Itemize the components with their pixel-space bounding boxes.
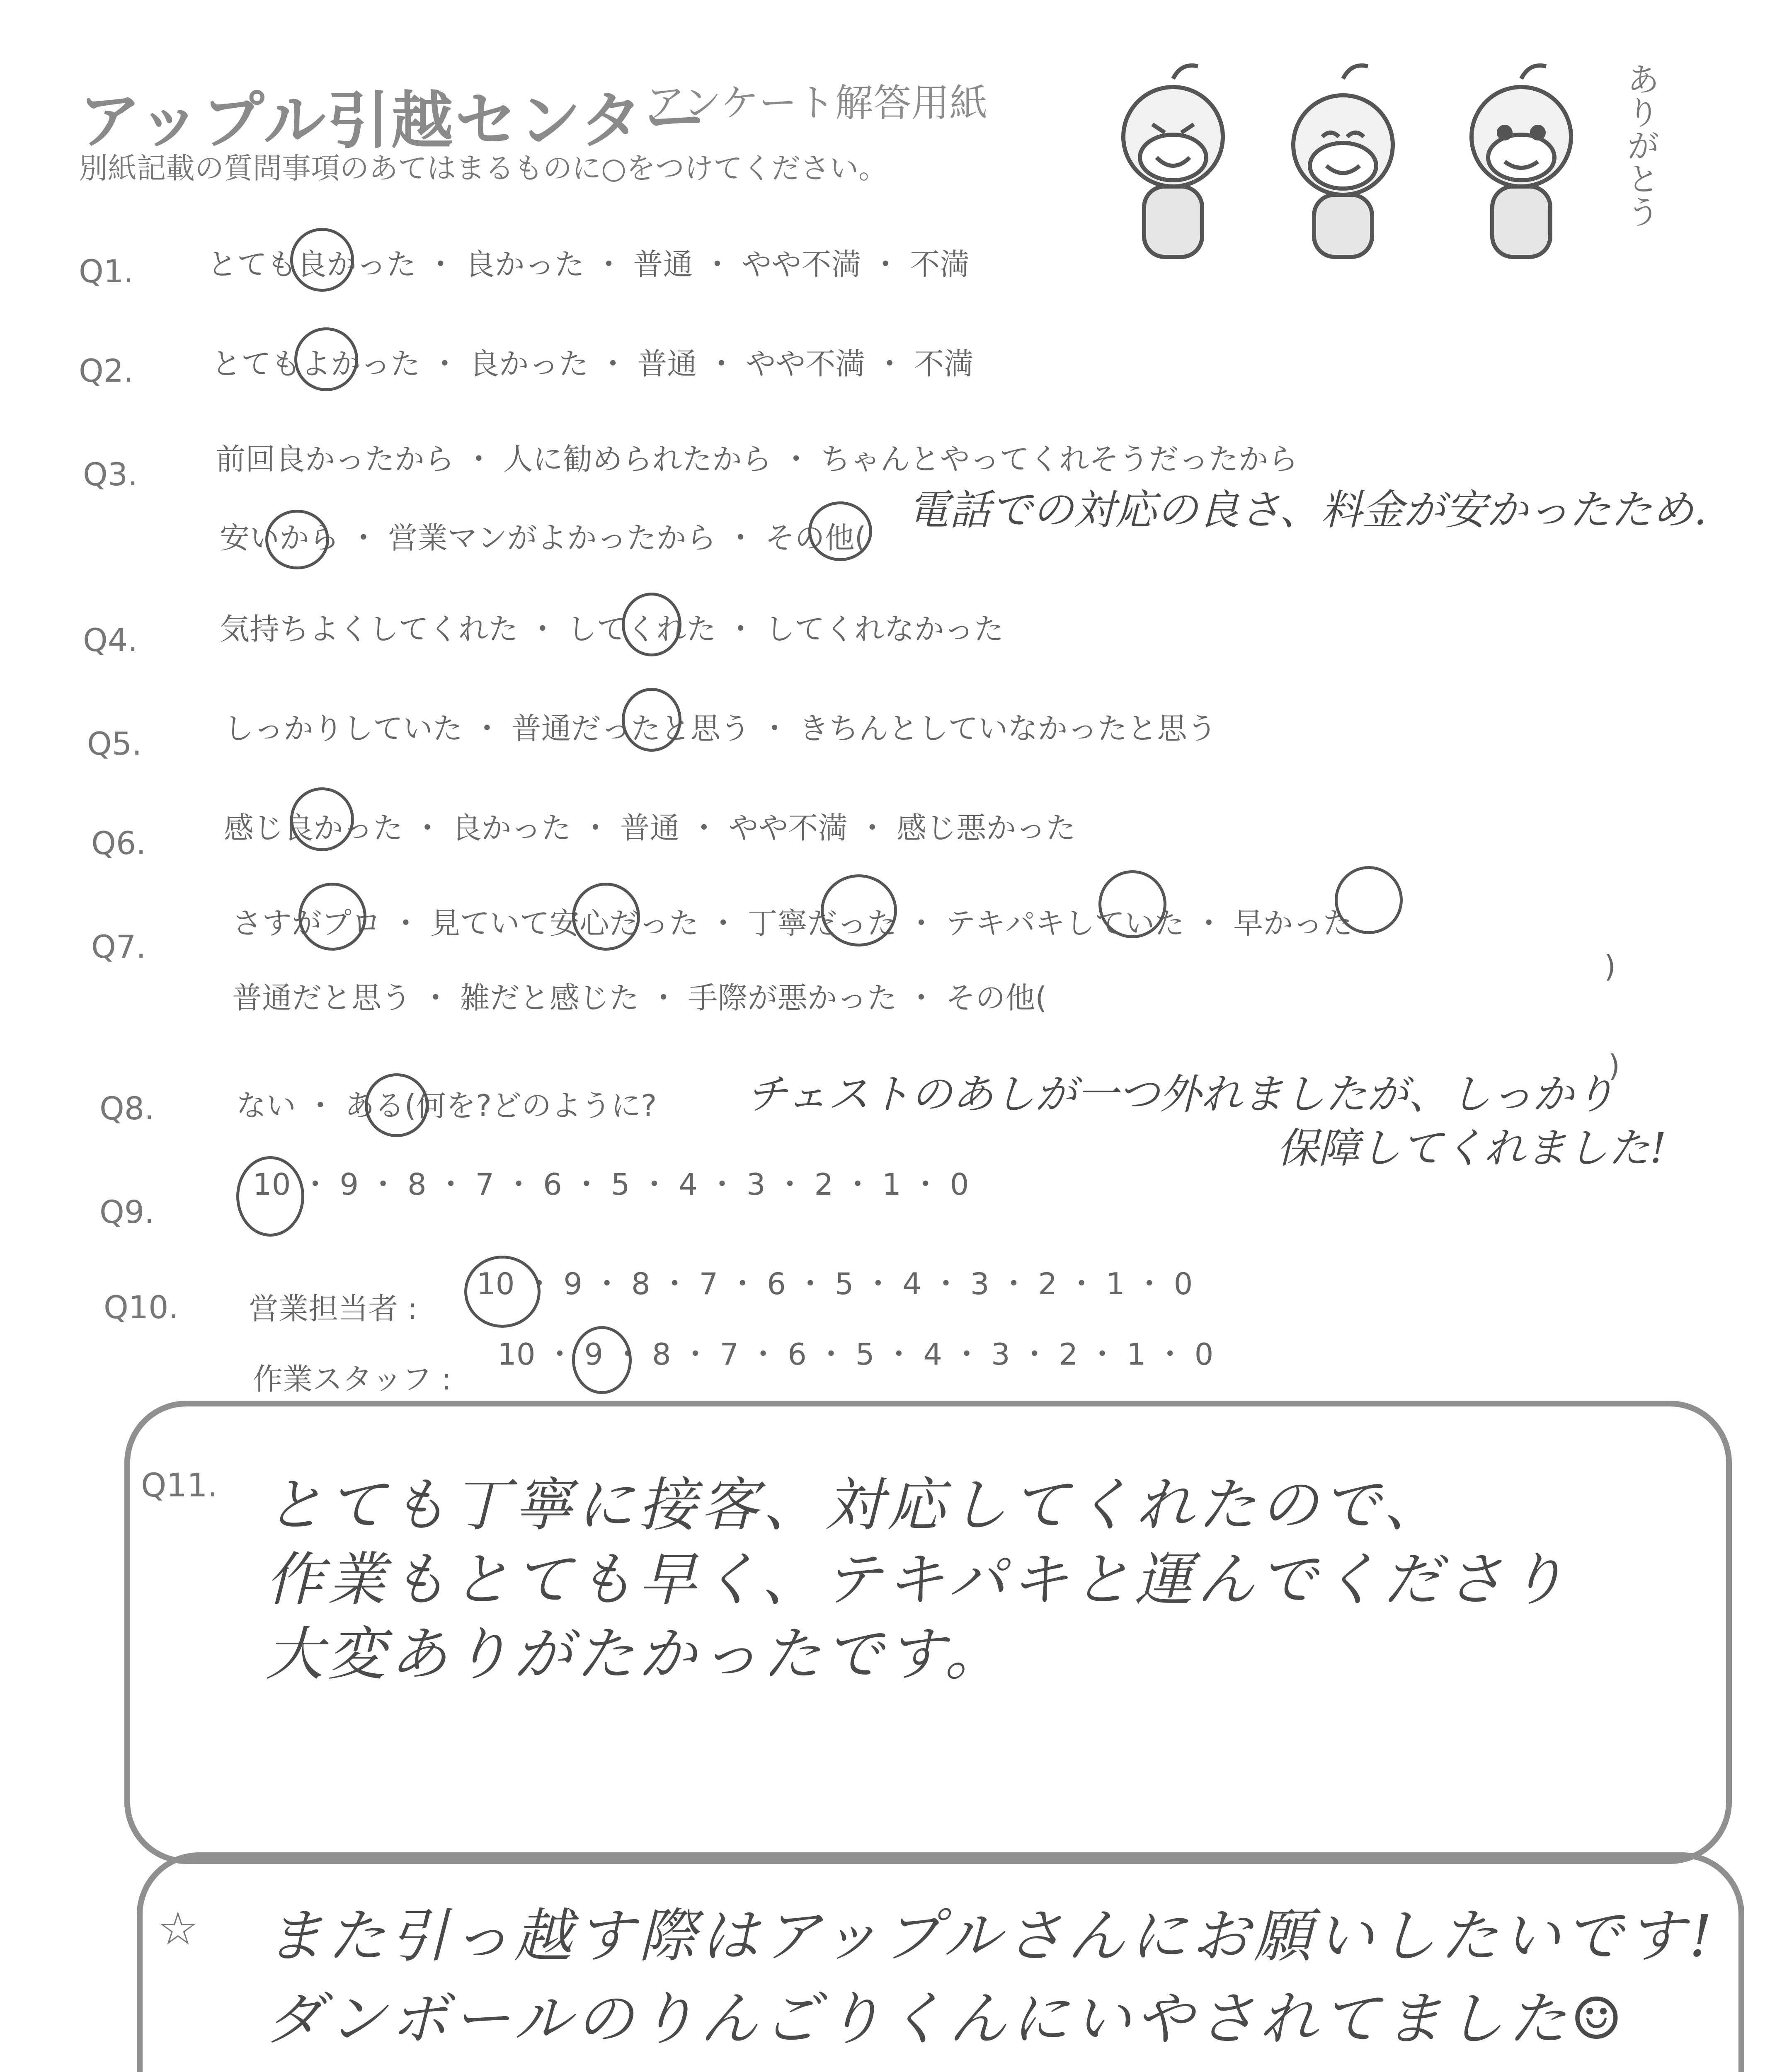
q5-label: Q5. <box>87 725 142 762</box>
q5-options: しっかりしていた ・ 普通だったと思う ・ きちんとしていなかったと思う <box>224 711 1217 746</box>
star-icon: ☆ <box>158 1902 199 1955</box>
star-line-2: ダンボールのりんごりくんにいやされてました☺ <box>265 1985 1627 2053</box>
mascot-illustration <box>1111 54 1670 269</box>
q8-answer-circle <box>365 1073 429 1137</box>
q11-line-1: とても丁寧に接客、対応してくれたので、 <box>265 1472 1446 1539</box>
star-line-3 <box>265 2064 977 2072</box>
q1-label: Q1. <box>79 253 134 290</box>
q2-answer-circle <box>294 327 358 391</box>
q9-scale: 10 ・ 9 ・ 8 ・ 7 ・ 6 ・ 5 ・ 4 ・ 3 ・ 2 ・ 1 ・ 0 <box>253 1167 969 1202</box>
q9-answer-circle <box>236 1156 304 1237</box>
instruction-text: 別紙記載の質問事項のあてはまるものに○をつけてください。 <box>79 151 888 185</box>
q8-label: Q8. <box>99 1090 155 1127</box>
page-subtitle: アンケート解答用紙 <box>647 81 988 125</box>
q7-answer-circle-c <box>821 874 897 946</box>
q10-staff-label: 作業スタッフ : <box>253 1362 452 1397</box>
q7-answer-circle-a <box>298 883 366 951</box>
page-title: アップル引越センター <box>79 85 708 157</box>
q3-options-line2: 安いから ・ 営業マンがよかったから ・ その他( <box>220 520 866 555</box>
q11-line-2: 作業もとても早く、テキパキと運んでくださり <box>265 1546 1570 1614</box>
q7-label: Q7. <box>91 928 146 965</box>
q9-label: Q9. <box>99 1193 155 1230</box>
q3-answer-circle-a <box>265 510 329 569</box>
q6-label: Q6. <box>91 825 146 862</box>
thanks-text: ありがとう <box>1621 62 1660 228</box>
q3-options-line1: 前回良かったから ・ 人に勧められたから ・ ちゃんとやってくれそうだったから <box>216 442 1298 477</box>
q3-answer-circle-b <box>808 501 872 561</box>
q8-close: ) <box>1608 1048 1620 1083</box>
q10-sales-label: 営業担当者 : <box>249 1291 418 1326</box>
q7-options-line2: 普通だと思う ・ 雑だと感じた ・ 手際が悪かった ・ その他( <box>232 980 1047 1015</box>
q10-sales-scale: 10 ・ 9 ・ 8 ・ 7 ・ 6 ・ 5 ・ 4 ・ 3 ・ 2 ・ 1 ・ 0 <box>477 1266 1193 1301</box>
mascot-smiling-icon <box>1293 65 1393 257</box>
star-line-1: また引っ越す際はアップルさんにお願いしたいです! <box>265 1903 1717 1970</box>
q10-label: Q10. <box>104 1289 179 1326</box>
q7-answer-circle-b <box>572 883 640 951</box>
q3-label: Q3. <box>83 456 138 493</box>
q11-label: Q11. <box>141 1467 218 1504</box>
mascot-standing-icon <box>1472 65 1571 257</box>
q8-answer-line1: チェストのあしが一つ外れましたが、しっかり <box>746 1070 1615 1118</box>
q3-other-answer: 電話での対応の良さ、料金が安かったため. <box>908 486 1707 534</box>
q7-other-close: ) <box>1604 949 1616 984</box>
q10-staff-answer-circle <box>572 1326 632 1394</box>
mascot-laughing-icon <box>1123 65 1223 257</box>
q5-answer-circle <box>622 688 681 752</box>
q4-label: Q4. <box>83 622 138 658</box>
q10-staff-scale: 10 ・ 9 ・ 8 ・ 7 ・ 6 ・ 5 ・ 4 ・ 3 ・ 2 ・ 1 ・ 0 <box>497 1337 1214 1372</box>
q7-options-line1: さすがプロ ・ 見ていて安心だった ・ 丁寧だった ・ テキパキしていた ・ 早かった <box>232 906 1353 941</box>
q7-answer-circle-e <box>1335 866 1403 934</box>
q6-options: 感じ良かった ・ 良かった ・ 普通 ・ やや不満 ・ 感じ悪かった <box>224 811 1076 845</box>
q10-sales-answer-circle <box>464 1256 541 1328</box>
q2-label: Q2. <box>79 352 134 389</box>
q6-answer-circle <box>290 787 354 851</box>
q1-answer-circle <box>290 228 354 292</box>
q11-line-3: 大変ありがたかったです。 <box>265 1621 1007 1688</box>
q2-options: とてもよかった ・ 良かった ・ 普通 ・ やや不満 ・ 不満 <box>211 346 974 381</box>
q7-answer-circle-d <box>1098 870 1166 938</box>
q4-options: 気持ちよくしてくれた ・ してくれた ・ してくれなかった <box>220 612 1004 646</box>
q1-options: とても良かった ・ 良かった ・ 普通 ・ やや不満 ・ 不満 <box>207 247 970 282</box>
q8-answer-line2: 保障してくれました! <box>1277 1124 1667 1172</box>
q8-options: ない ・ ある(何を?どのように? <box>236 1088 657 1123</box>
q4-answer-circle <box>622 593 681 656</box>
